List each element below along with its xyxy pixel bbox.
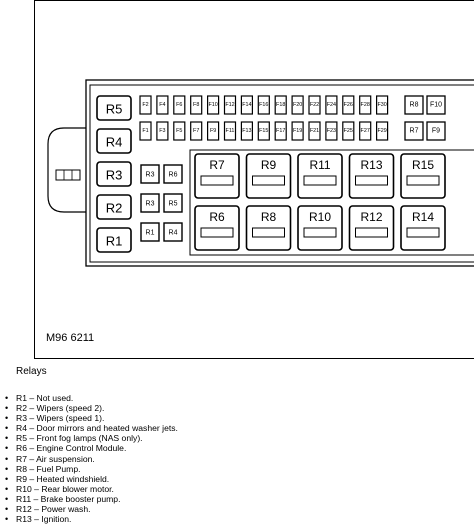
fuse-label: F4 <box>159 102 166 108</box>
fuse-label: F22 <box>309 102 320 108</box>
small-relay-label: R1 <box>145 229 155 237</box>
relay-label: R2 <box>105 200 123 216</box>
small-relay-label: R3 <box>145 171 155 179</box>
large-relay-terminal <box>253 228 285 237</box>
fuse-label: F20 <box>292 102 303 108</box>
legend-item: • R8 – Fuel Pump. <box>4 464 178 474</box>
fuse-label: F15 <box>259 128 269 134</box>
fuse-label: F5 <box>176 128 183 134</box>
large-relay-label: R15 <box>411 158 435 172</box>
relay-label: R1 <box>105 233 123 249</box>
fuse-label: F11 <box>225 128 235 134</box>
fuse-label: F30 <box>377 102 387 108</box>
large-relay-label: R8 <box>260 210 277 224</box>
fuse-label: F17 <box>276 128 286 134</box>
large-relay-terminal <box>356 176 388 185</box>
large-relay-terminal <box>201 176 233 185</box>
large-relay-label: R7 <box>209 158 225 172</box>
fuse-label: F3 <box>159 128 166 134</box>
small-relay-label: R4 <box>168 229 178 237</box>
fuse-label: F7 <box>193 128 200 134</box>
fuse-label: F27 <box>360 128 370 134</box>
large-relay-label: R6 <box>209 210 225 224</box>
fuse-label: F12 <box>225 102 235 108</box>
large-relay-terminal <box>407 228 439 237</box>
fuse-label: F9 <box>209 128 217 134</box>
legend-item: • R4 – Door mirrors and heated washer jets. <box>4 423 178 433</box>
legend-item: • R13 – Ignition. <box>4 514 178 524</box>
right-socket-label: F10 <box>429 101 443 109</box>
right-socket-label: R8 <box>409 101 419 109</box>
fuse-label: F13 <box>242 128 252 134</box>
large-relay-label: R9 <box>260 158 277 172</box>
fuse-label: F24 <box>326 102 337 108</box>
relay-label: R4 <box>105 134 123 150</box>
large-relay-label: R10 <box>308 210 332 224</box>
relay-legend <box>4 393 178 524</box>
large-relay-label: R13 <box>360 158 383 172</box>
right-socket-label: F9 <box>431 127 441 135</box>
large-relay-label: R11 <box>309 158 331 172</box>
large-relay-terminal <box>407 176 439 185</box>
legend-item: • R1 – Not used. <box>4 393 178 403</box>
fuse-label: F23 <box>326 128 337 134</box>
fuse-label: F18 <box>276 102 286 108</box>
connector-slot <box>56 170 80 180</box>
fuse-label: F19 <box>292 128 303 134</box>
large-relay-label: R14 <box>411 210 435 224</box>
small-relay-label: R5 <box>168 200 178 208</box>
legend-item: • R3 – Wipers (speed 1). <box>4 413 178 423</box>
large-relay-terminal <box>304 228 336 237</box>
fuse-label: F6 <box>176 102 183 108</box>
large-relay-terminal <box>356 228 388 237</box>
fuse-label: F2 <box>142 102 149 108</box>
legend-item: • R6 – Engine Control Module. <box>4 443 178 453</box>
legend-item: • R11 – Brake booster pump. <box>4 494 178 504</box>
right-socket-label: R7 <box>409 127 419 135</box>
legend-item: • R12 – Power wash. <box>4 504 178 514</box>
fuse-label: F8 <box>193 102 200 108</box>
figure-code: M96 6211 <box>46 332 95 344</box>
large-relay-terminal <box>201 228 233 237</box>
legend-item: • R10 – Rear blower motor. <box>4 484 178 494</box>
legend-item: • R2 – Wipers (speed 2). <box>4 403 178 413</box>
fuse-label: F14 <box>242 102 252 108</box>
fuse-label: F26 <box>343 102 353 108</box>
fuse-label: F25 <box>343 128 353 134</box>
large-relay-terminal <box>304 176 336 185</box>
large-relay-label: R12 <box>360 210 383 224</box>
legend-item: • R9 – Heated windshield. <box>4 474 178 484</box>
large-relay-terminal <box>253 176 285 185</box>
relay-label: R5 <box>105 101 123 117</box>
fuse-label: F29 <box>377 128 387 134</box>
fuse-label: F28 <box>360 102 370 108</box>
relay-label: R3 <box>105 167 123 183</box>
fuse-label: F1 <box>142 128 149 134</box>
fuse-label: F21 <box>309 128 320 134</box>
legend-item: • R7 – Air suspension. <box>4 454 178 464</box>
small-relay-label: R3 <box>145 200 155 208</box>
small-relay-label: R6 <box>168 171 178 179</box>
fuse-label: F16 <box>259 102 269 108</box>
legend-item: • R5 – Front fog lamps (NAS only). <box>4 433 178 443</box>
fuse-label: F10 <box>208 102 218 108</box>
section-caption: Relays <box>16 366 47 377</box>
